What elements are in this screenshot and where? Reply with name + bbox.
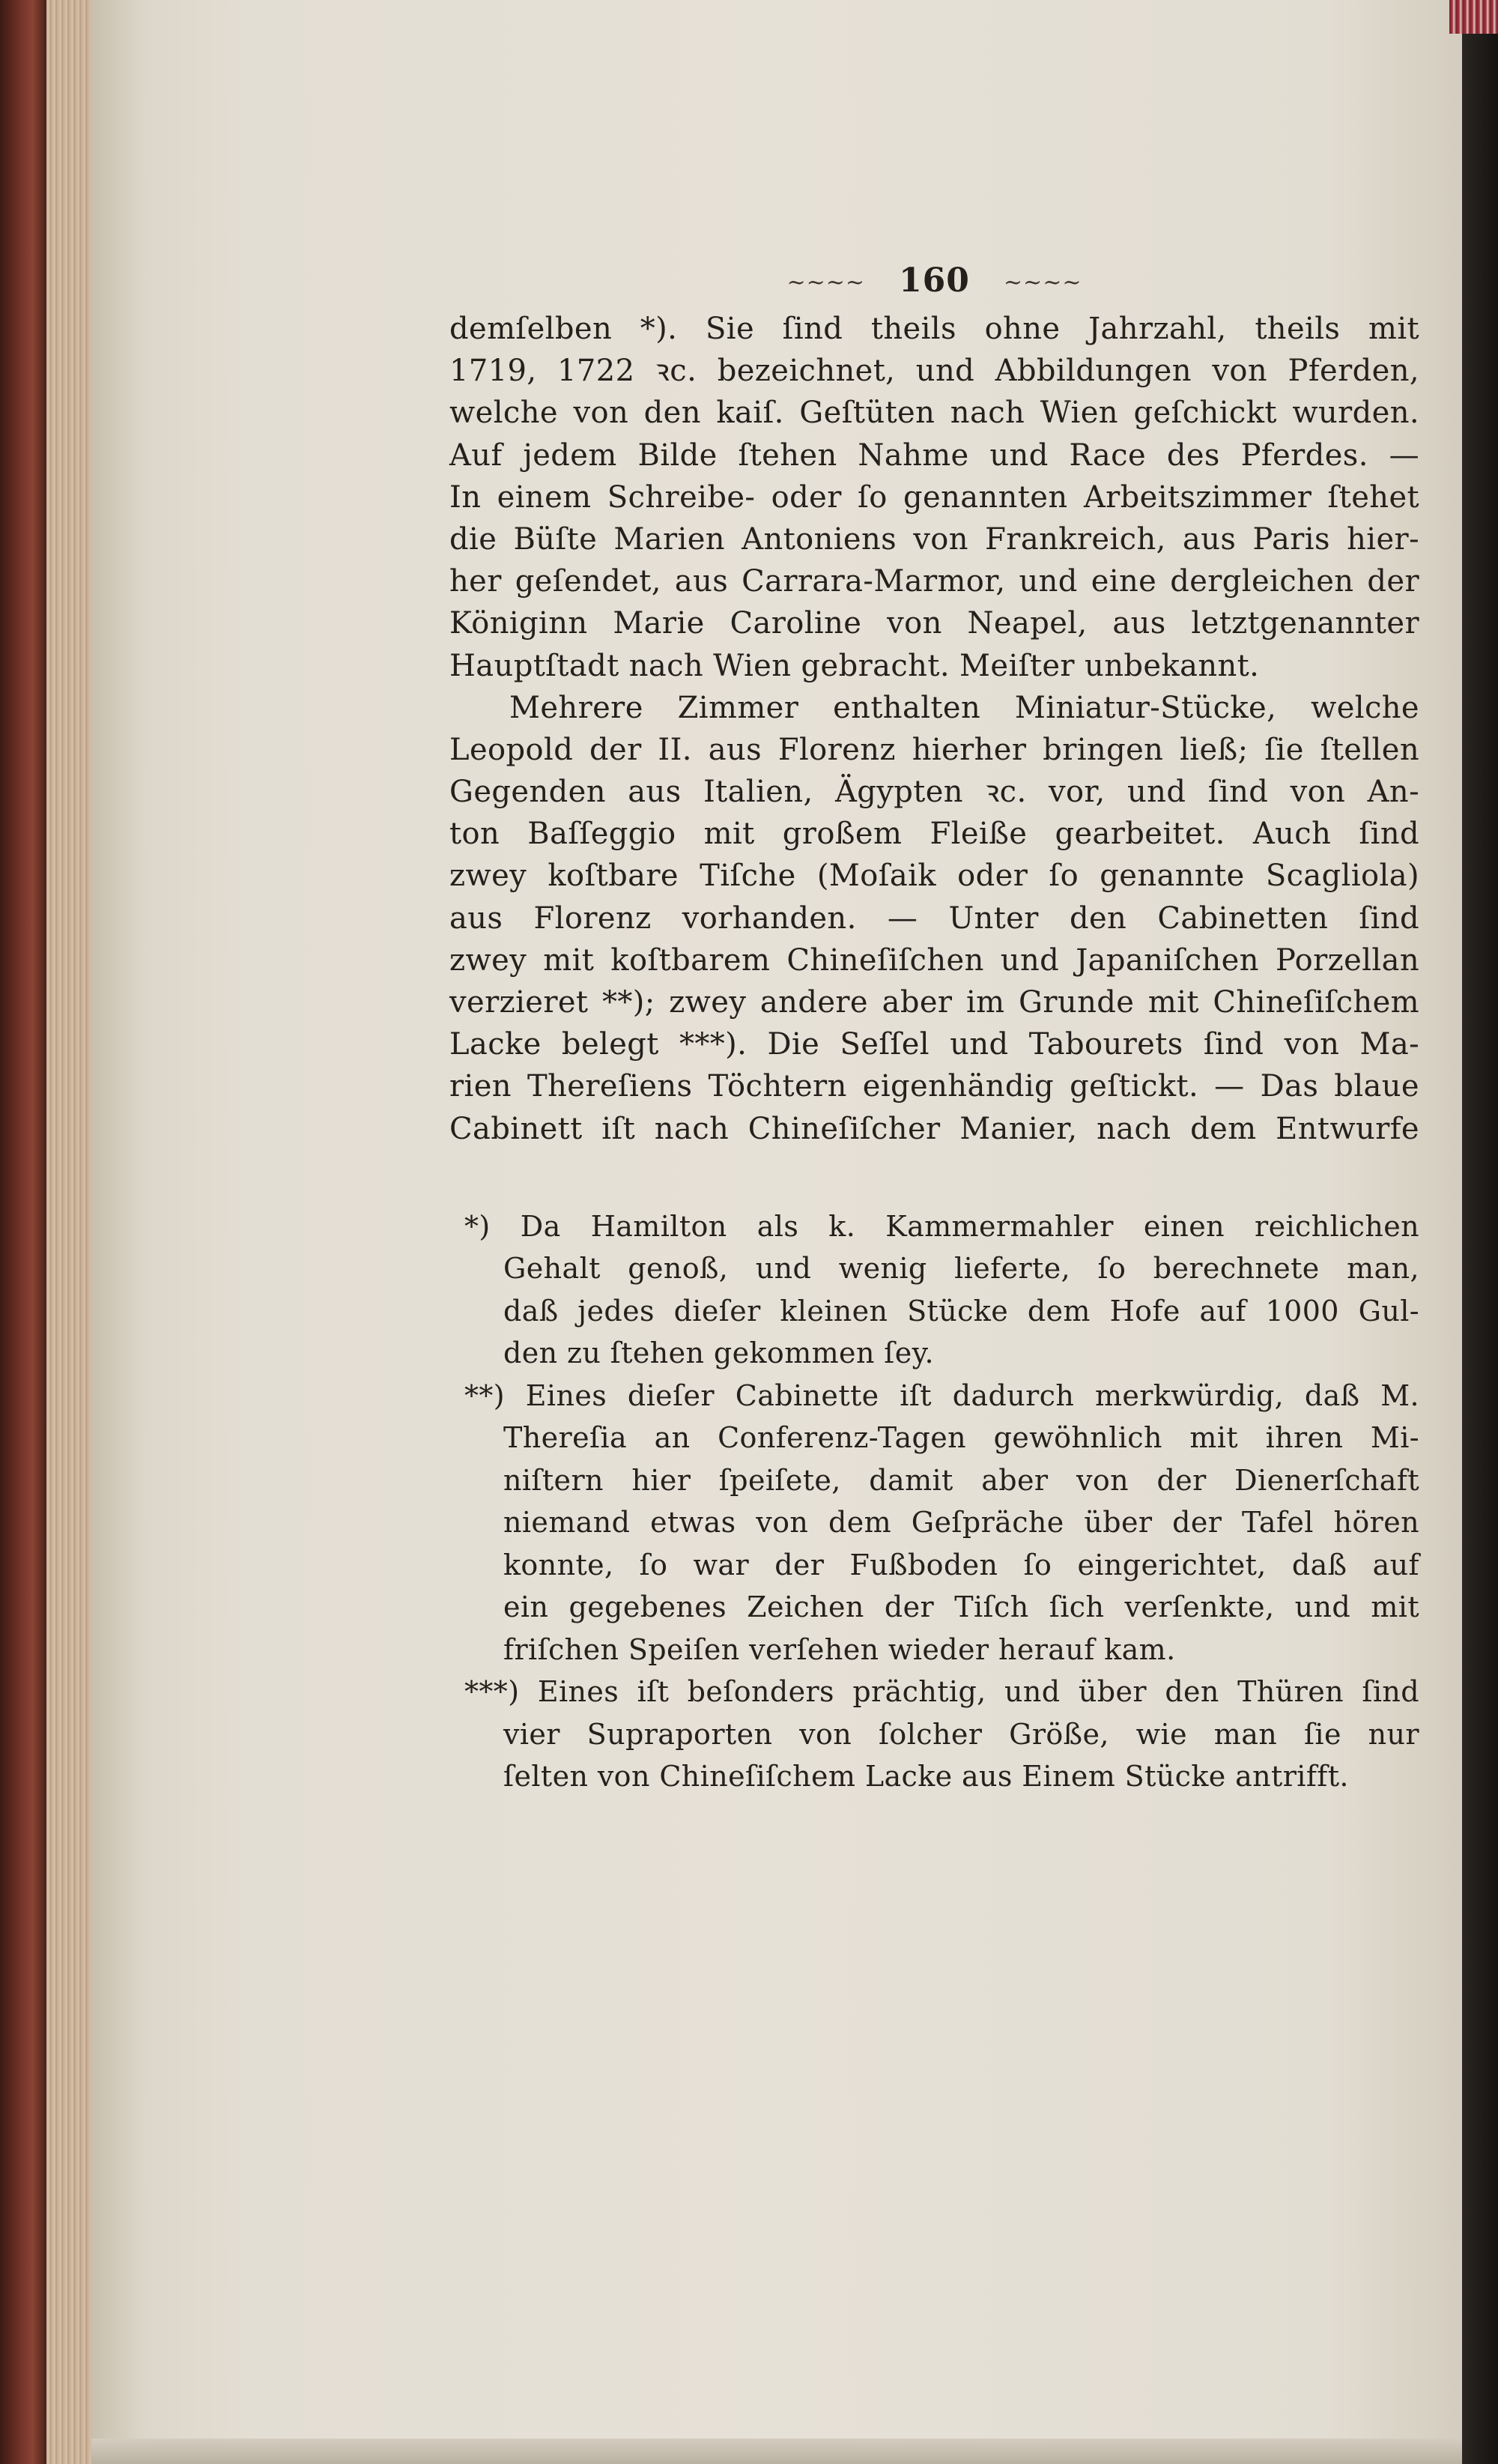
footnote-mark: ***) <box>464 1675 520 1709</box>
footnote-line: konnte, ſo war der Fußboden ſo eingerichtet, daß auf <box>503 1548 1419 1581</box>
body-line: verzieret **); zwey andere aber im Grunde mit Chineſiſchem <box>449 985 1419 1020</box>
footnote-separator <box>449 1150 1419 1205</box>
body-line: Cabinett iſt nach Chineſiſcher Manier, nach dem Entwurfe <box>449 1111 1419 1146</box>
body-line: 1719, 1722 ꝛc. bezeichnet, und Abbildungen von Pferden, <box>449 354 1419 389</box>
page-edges <box>46 0 91 2464</box>
header-ornament-left: ~~~~ <box>786 269 866 296</box>
body-line: welche von den kaiſ. Geſtüten nach Wien geſchickt wurden. <box>449 396 1419 431</box>
book-right-edge <box>1462 0 1498 2464</box>
footnote-line: daß jedes dieſer kleinen Stücke dem Hofe auf 1000 Gul- <box>503 1294 1419 1328</box>
page-text <box>449 258 1419 1798</box>
body-line: zwey mit koſtbarem Chineſiſchen und Japaniſchen Porzellan <box>449 942 1419 978</box>
page-bottom-edge <box>91 2439 1462 2464</box>
body-line: die Büſte Marien Antoniens von Frankreich, aus Paris hier- <box>449 521 1419 557</box>
footnote-line: ein gegebenes Zeichen der Tiſch ſich verſenkte, und mit <box>503 1590 1419 1624</box>
body-line: Auf jedem Bilde ſtehen Nahme und Race des Pferdes. — <box>449 438 1419 473</box>
body-line: aus Florenz vorhanden. — Unter den Cabinetten ſind <box>449 900 1419 936</box>
footnote-line: niſtern hier ſpeiſete, damit aber von der Dienerſchaft <box>503 1463 1419 1497</box>
footnote-mark: *) <box>464 1209 491 1243</box>
body-line: In einem Schreibe- oder ſo genannten Arbeitszimmer ſtehet <box>449 479 1419 515</box>
footnote-mark: **) <box>464 1378 506 1412</box>
footnote-line: ſelten von Chineſiſchem Lacke aus Einem Stücke antrifft. <box>503 1760 1349 1793</box>
footnote-2 <box>464 1375 1419 1671</box>
footnote-line <box>464 1205 1419 1248</box>
footnote-line: niemand etwas von dem Geſpräche über der Tafel hören <box>503 1506 1419 1540</box>
footnote-text: Da Hamilton als k. Kammermahler einen reichlichen <box>520 1209 1420 1243</box>
body-line: Leopold der II. aus Florenz hierher bringen ließ; ſie ſtellen <box>449 732 1419 767</box>
page-header <box>449 258 1419 303</box>
body-text <box>449 308 1419 1150</box>
footnote-text: Eines dieſer Cabinette iſt dadurch merkwürdig, daß M. <box>525 1378 1420 1412</box>
book-cover-edge <box>0 0 46 2464</box>
body-line: Lacke belegt ***). Die Seſſel und Tabourets ſind von Ma- <box>449 1027 1419 1062</box>
headband <box>1449 0 1498 34</box>
footnote-text: Eines iſt beſonders prächtig, und über den Thüren ſind <box>537 1675 1419 1709</box>
body-line: rien Thereſiens Töchtern eigenhändig geſtickt. — Das blaue <box>449 1069 1419 1104</box>
footnote-1 <box>464 1205 1419 1375</box>
body-line: Königinn Marie Caroline von Neapel, aus letztgenannter <box>449 606 1419 641</box>
header-ornament-right: ~~~~ <box>1003 269 1082 296</box>
body-line: Hauptſtadt nach Wien gebracht. Meiſter unbekannt. <box>449 648 1260 683</box>
footnote-line: Thereſia an Conferenz-Tagen gewöhnlich mit ihren Mi- <box>503 1421 1419 1455</box>
footnote-line: den zu ſtehen gekommen ſey. <box>503 1337 934 1370</box>
footnote-line <box>464 1671 1419 1713</box>
body-line: demſelben *). Sie ſind theils ohne Jahrzahl, theils mit <box>449 312 1419 346</box>
page-number: 160 <box>899 261 970 300</box>
body-line: zwey koſtbare Tiſche (Moſaik oder ſo genannte Scagliola) <box>449 859 1419 894</box>
body-line: Gegenden aus Italien, Ägypten ꝛc. vor, und ſind von An- <box>449 775 1419 810</box>
body-line: Mehrere Zimmer enthalten Miniatur-Stücke, welche <box>509 690 1419 725</box>
footnote-line: vier Supraporten von ſolcher Größe, wie man ſie nur <box>503 1717 1419 1751</box>
footnote-line: Gehalt genoß, und wenig lieferte, ſo berechnete man, <box>503 1252 1419 1286</box>
footnote-3 <box>464 1671 1419 1798</box>
footnote-line: friſchen Speiſen verſehen wieder herauf kam. <box>503 1632 1176 1666</box>
footnotes <box>464 1205 1419 1798</box>
footnote-line <box>464 1375 1419 1417</box>
body-line: her geſendet, aus Carrara-Marmor, und eine dergleichen der <box>449 564 1419 599</box>
body-line: ton Baſſeggio mit großem Fleiße gearbeitet. Auch ſind <box>449 817 1419 852</box>
